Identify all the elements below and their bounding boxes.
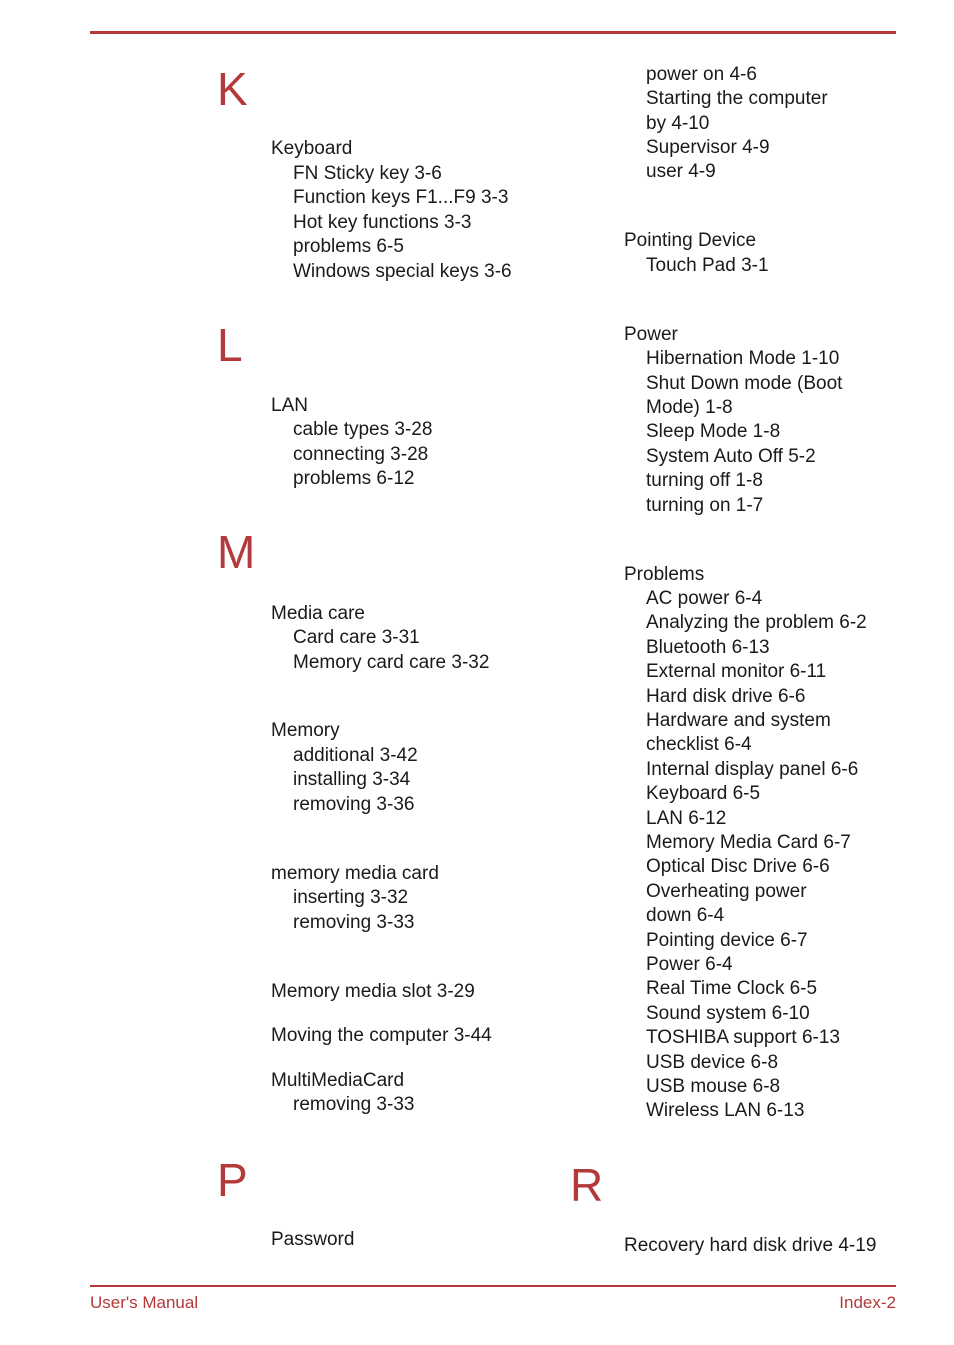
index-subentry: checklist 6-4 bbox=[646, 734, 752, 755]
index-subentry: problems 6-5 bbox=[293, 236, 404, 257]
index-subentry: Power 6-4 bbox=[646, 954, 733, 975]
index-subentry: user 4-9 bbox=[646, 161, 716, 182]
index-heading-problems: Problems bbox=[624, 564, 705, 585]
index-subentry: removing 3-33 bbox=[293, 1094, 415, 1115]
index-entry-memory-media-slot: Memory media slot 3-29 bbox=[271, 981, 475, 1002]
index-subentry: Windows special keys 3-6 bbox=[293, 261, 512, 282]
footer-manual-title: User's Manual bbox=[90, 1293, 199, 1312]
index-subentry: Supervisor 4-9 bbox=[646, 137, 770, 158]
index-subentry: Function keys F1...F9 3-3 bbox=[293, 187, 509, 208]
index-subentry: AC power 6-4 bbox=[646, 588, 763, 609]
index-subentry: Pointing device 6-7 bbox=[646, 930, 808, 951]
index-subentry: by 4-10 bbox=[646, 113, 710, 134]
index-subentry: Shut Down mode (Boot bbox=[646, 373, 843, 394]
index-subentry: Card care 3-31 bbox=[293, 627, 420, 648]
index-subentry: Optical Disc Drive 6-6 bbox=[646, 856, 830, 877]
section-letter-l: L bbox=[217, 319, 243, 371]
section-letter-p: P bbox=[217, 1154, 248, 1206]
index-subentry: Hardware and system bbox=[646, 710, 831, 731]
index-subentry: Hibernation Mode 1-10 bbox=[646, 348, 840, 369]
section-letter-r: R bbox=[570, 1159, 604, 1211]
index-subentry: FN Sticky key 3-6 bbox=[293, 163, 442, 184]
index-subentry: removing 3-36 bbox=[293, 794, 415, 815]
index-heading-multimediacard: MultiMediaCard bbox=[271, 1070, 405, 1091]
header-rule bbox=[90, 31, 896, 34]
index-subentry: connecting 3-28 bbox=[293, 444, 429, 465]
footer-rule bbox=[90, 1285, 896, 1287]
index-subentry: USB device 6-8 bbox=[646, 1052, 779, 1073]
index-subentry: problems 6-12 bbox=[293, 468, 415, 489]
index-heading-memory: Memory bbox=[271, 720, 340, 741]
index-subentry: turning off 1-8 bbox=[646, 470, 763, 491]
footer-page-number: Index-2 bbox=[839, 1293, 896, 1312]
index-subentry: Memory card care 3-32 bbox=[293, 652, 490, 673]
index-subentry: System Auto Off 5-2 bbox=[646, 446, 816, 467]
index-heading-media-care: Media care bbox=[271, 603, 365, 624]
index-subentry: Touch Pad 3-1 bbox=[646, 255, 769, 276]
index-subentry: Sleep Mode 1-8 bbox=[646, 421, 781, 442]
index-heading-keyboard: Keyboard bbox=[271, 138, 353, 159]
index-subentry: External monitor 6-11 bbox=[646, 661, 827, 682]
index-subentry: inserting 3-32 bbox=[293, 887, 409, 908]
index-heading-power: Power bbox=[624, 324, 678, 345]
index-subentry: removing 3-33 bbox=[293, 912, 415, 933]
index-subentry: additional 3-42 bbox=[293, 745, 418, 766]
index-subentry: Sound system 6-10 bbox=[646, 1003, 810, 1024]
index-subentry: LAN 6-12 bbox=[646, 808, 727, 829]
index-subentry: turning on 1-7 bbox=[646, 495, 764, 516]
index-subentry: power on 4-6 bbox=[646, 64, 757, 85]
index-subentry: installing 3-34 bbox=[293, 769, 411, 790]
index-subentry: Memory Media Card 6-7 bbox=[646, 832, 851, 853]
index-subentry: Hot key functions 3-3 bbox=[293, 212, 472, 233]
index-heading-pointing-device: Pointing Device bbox=[624, 230, 757, 251]
index-subentry: Analyzing the problem 6-2 bbox=[646, 612, 867, 633]
index-heading-password: Password bbox=[271, 1229, 355, 1250]
index-subentry: Overheating power bbox=[646, 881, 807, 902]
index-subentry: cable types 3-28 bbox=[293, 419, 433, 440]
index-subentry: down 6-4 bbox=[646, 905, 725, 926]
section-letter-k: K bbox=[217, 63, 248, 115]
index-subentry: Mode) 1-8 bbox=[646, 397, 733, 418]
index-subentry: Real Time Clock 6-5 bbox=[646, 978, 818, 999]
index-entry-recovery: Recovery hard disk drive 4-19 bbox=[624, 1235, 877, 1256]
index-subentry: USB mouse 6-8 bbox=[646, 1076, 781, 1097]
index-subentry: Internal display panel 6-6 bbox=[646, 759, 859, 780]
index-subentry: TOSHIBA support 6-13 bbox=[646, 1027, 840, 1048]
index-subentry: Keyboard 6-5 bbox=[646, 783, 761, 804]
index-subentry: Wireless LAN 6-13 bbox=[646, 1100, 805, 1121]
index-subentry: Hard disk drive 6-6 bbox=[646, 686, 806, 707]
index-entry-moving-computer: Moving the computer 3-44 bbox=[271, 1025, 492, 1046]
index-heading-memory-media-card: memory media card bbox=[271, 863, 439, 884]
section-letter-m: M bbox=[217, 526, 256, 578]
index-subentry: Bluetooth 6-13 bbox=[646, 637, 770, 658]
index-heading-lan: LAN bbox=[271, 395, 308, 416]
index-subentry: Starting the computer bbox=[646, 88, 828, 109]
